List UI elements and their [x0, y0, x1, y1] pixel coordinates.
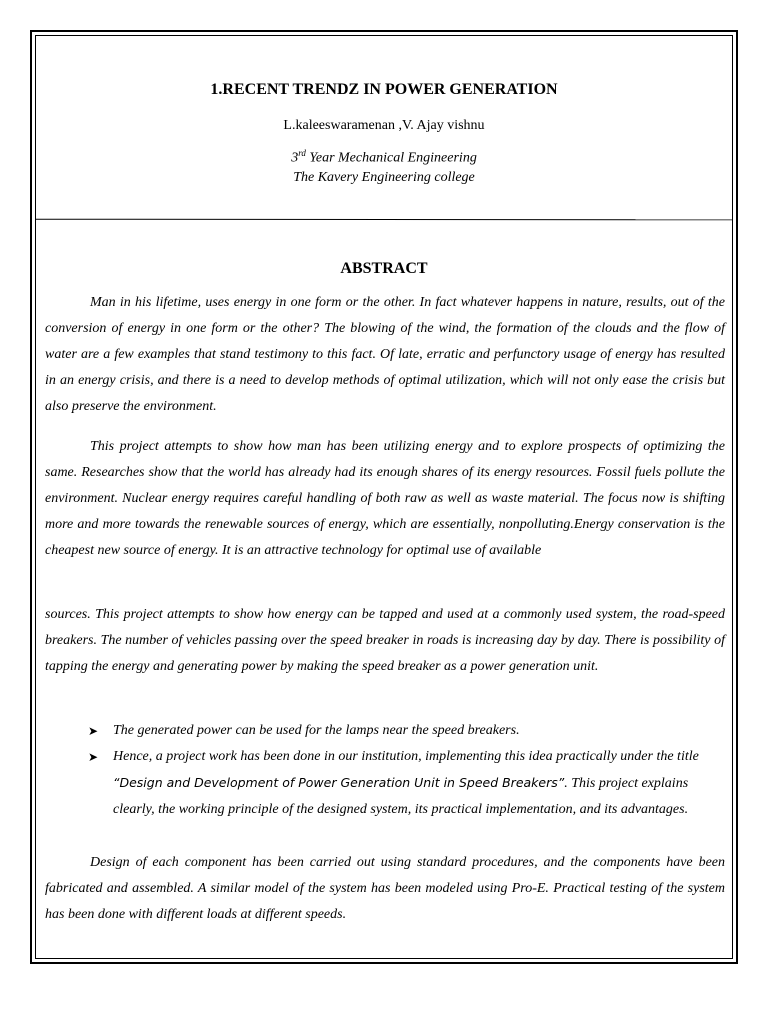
- project-title-quote: “Design and Development of Power Generation Unit in Speed Breakers”: [113, 775, 565, 790]
- bullet-item-1: [90, 718, 725, 744]
- abstract-paragraph-4: Design of each component has been carried out using standard procedures, and the components have been fabricated and assembled. A similar model of the system has been modeled using Pro-E. Practical testing of the system has been done with different loads at different speeds.: [45, 855, 725, 922]
- abstract-paragraph-2: This project attempts to show how man has been utilizing energy and to explore prospects of optimizing the same. Researches show that the world has already had its enough shares of its energy resources. Fossil fuels pollute the environment. Nuclear energy requires careful handling of both raw as well as waste material. The focus now is shifting more and more towards the renewable sources of energy, which are essentially, nonpolluting.Energy conservation is the cheapest new source of energy. It is an attractive technology for optimal use of available: [45, 439, 725, 558]
- bullet-list: [90, 718, 725, 823]
- bullet-item-2-text-end: . This project explains clearly, the working principle of the designed system, its practical implementation, and its advantages.: [113, 776, 689, 817]
- abstract-paragraph-1: Man in his lifetime, uses energy in one form or the other. In fact whatever happens in nature, results, out of the conversion of energy in one form or the other? The blowing of the wind, the formation of the clouds and the flow of water are a few examples that stand testimony to this fact. Of late, erratic and perfunctory usage of energy has resulted in an energy crisis, and there is a need to develop methods of optimal utilization, which will not only ease the crisis but also preserve the environment.: [45, 295, 725, 414]
- bullet-item-2: [90, 744, 725, 823]
- year-number: 3: [291, 150, 299, 166]
- bullet-item-2-text-start: Hence, a project work has been done in our institution, implementing this idea practically under the title: [113, 749, 699, 764]
- arrowhead-bullet-icon: ➤: [88, 750, 99, 764]
- arrowhead-bullet-icon: ➤: [88, 724, 99, 738]
- bullet-item-1-text: The generated power can be used for the lamps near the speed breakers.: [113, 723, 520, 738]
- year-suffix: rd: [298, 148, 306, 158]
- abstract-heading: ABSTRACT: [340, 260, 428, 277]
- author-college: The Kavery Engineering college: [293, 170, 475, 185]
- abstract-paragraph-3: sources. This project attempts to show how energy can be tapped and used at a commonly used system, the road-speed breakers. The number of vehicles passing over the speed breaker in roads is increasing day by day. There is possibility of tapping the energy and generating power by making the speed breaker as a power generation unit.: [45, 607, 725, 674]
- year-department: Year Mechanical Engineering: [305, 150, 477, 166]
- paper-title: 1.RECENT TRENDZ IN POWER GENERATION: [210, 81, 558, 98]
- author-year-department: [36, 148, 732, 167]
- author-names: L.kaleeswaramenan ,V. Ajay vishnu: [283, 118, 485, 133]
